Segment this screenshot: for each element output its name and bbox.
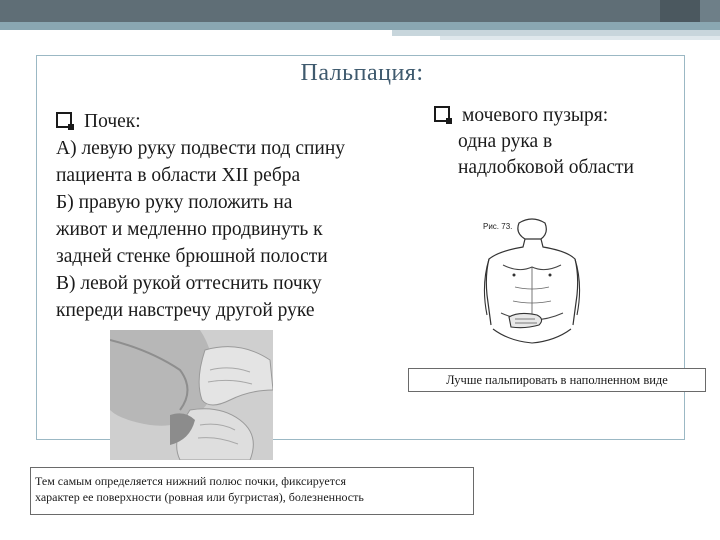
kidney-step-line: В) левой рукой оттеснить почку [56,273,322,294]
band-accent [700,0,720,22]
figure-label: Рис. 73. [483,222,513,231]
kidney-palpation-text [56,108,416,324]
square-bullet-icon [434,106,450,122]
torso-drawing [479,215,585,348]
kidney-step-line: пациента в области XII ребра [56,165,301,186]
kidney-heading: Почек: [84,111,141,132]
kidney-step-line: А) левую руку подвести под спину [56,138,346,159]
kidney-step-line: Б) правую руку положить на [56,192,293,213]
bladder-palpation-figure [479,215,585,348]
top-decorative-band [0,0,720,22]
kidney-palpation-photo [110,330,273,460]
hands-photo [110,330,273,460]
bladder-heading: мочевого пузыря: [462,105,609,126]
band-accent [660,0,700,22]
square-bullet-icon [56,112,72,128]
kidney-step-line: кпереди навстречу другой руке [56,300,315,321]
kidney-step-line: живот и медленно продвинуть к [56,219,323,240]
kidney-caption [30,467,474,515]
band-accent [440,36,720,40]
kidney-caption-line: характер ее поверхности (ровная или бугристая), болезненность [35,490,364,504]
bladder-text-line: одна рука в [458,131,553,152]
bladder-heading-line [434,103,694,129]
bladder-text-line: надлобковой области [458,157,634,178]
bladder-palpation-text [434,103,694,181]
bladder-caption: Лучше пальпировать в наполненном виде [408,368,706,392]
kidney-heading-line [56,108,416,135]
kidney-caption-line: Тем самым определяется нижний полюс почки, фиксируется [35,474,346,488]
slide-title: Пальпация: [300,60,424,86]
kidney-step-line: задней стенке брюшной полости [56,246,328,267]
band-accent [0,22,720,30]
